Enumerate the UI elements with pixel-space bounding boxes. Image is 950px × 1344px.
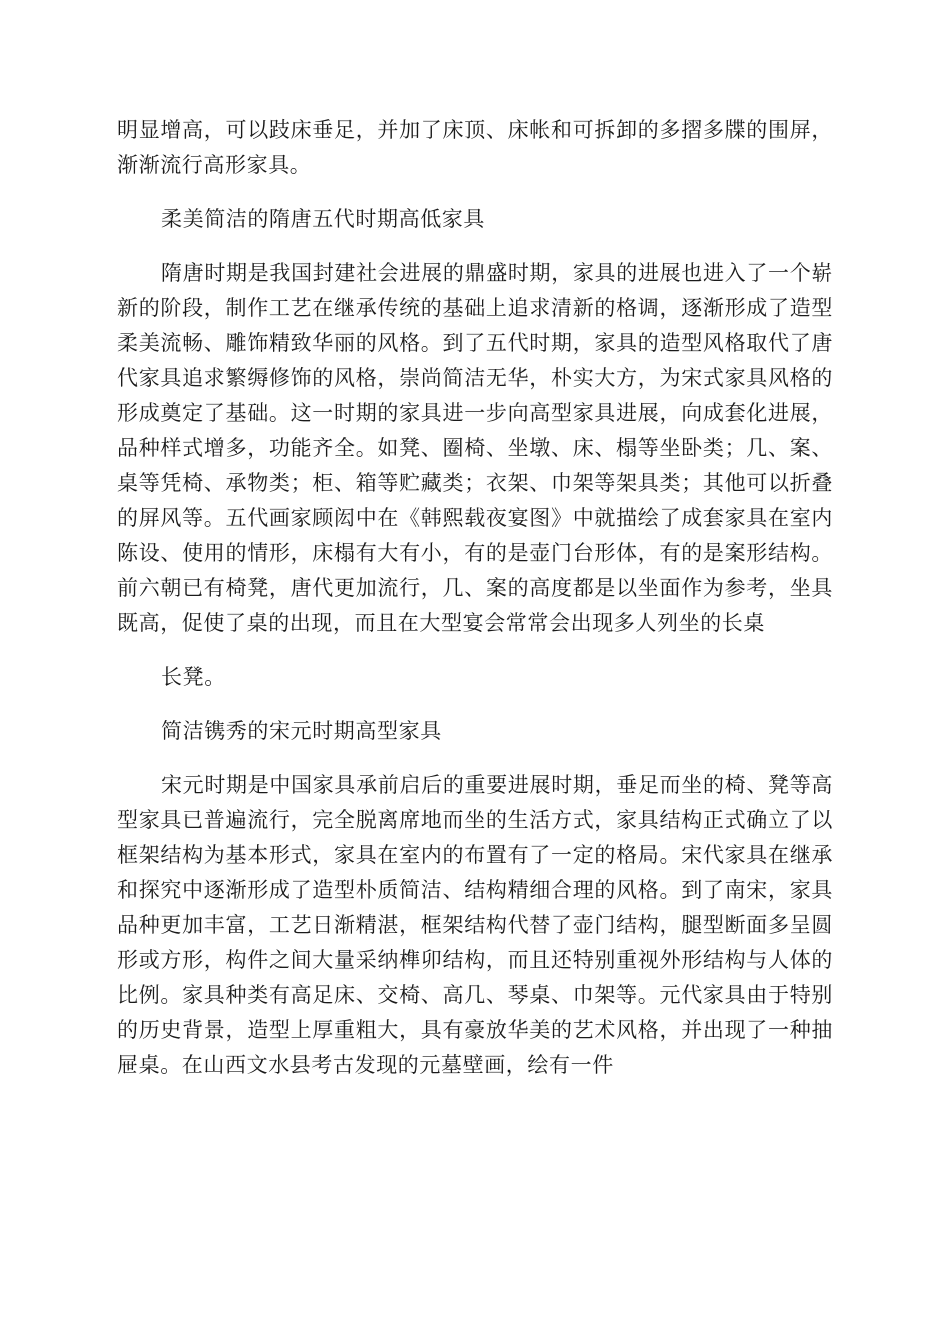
document-page [117,113,833,1083]
section-heading-song-yuan: 简洁镌秀的宋元时期高型家具 [161,719,442,743]
paragraph-sui-tang-wudai: 隋唐时期是我国封建社会进展的鼎盛时期，家具的进展也进入了一个崭新的阶段，制作工艺在继承传统的基础上追求清新的格调，逐渐形成了造型柔美流畅、雕饰精致华丽的风格。到了五代时期，家具的造型风格取代了唐代家具追求繁缛修饰的风格，崇尚简洁无华，朴实大方，为宋式家具风格的形成奠定了基础。这一时期的家具进一步向高型家具进展，向成套化进展，品种样式增多，功能齐全。如凳、圈椅、坐墩、床、榻等坐卧类；几、案、桌等凭椅、承物类；柜、箱等贮藏类；衣架、巾架等架具类；其他可以折叠的屏风等。五代画家顾闳中在《韩熙载夜宴图》中就描绘了成套家具在室内陈设、使用的情形，床榻有大有小，有的是壶门台形体，有的是案形结构。前六朝已有椅凳，唐代更加流行，几、案的高度都是以坐面作为参考，坐具既高，促使了桌的出现，而且在大型宴会常常会出现多人列坐的长桌 [117,261,833,635]
paragraph-song-yuan: 宋元时期是中国家具承前启后的重要进展时期，垂足而坐的椅、凳等高型家具已普遍流行，完全脱离席地而坐的生活方式，家具结构正式确立了以框架结构为基本形式，家具在室内的布置有了一定的格局。宋代家具在继承和探究中逐渐形成了造型朴质简洁、结构精细合理的风格。到了南宋，家具品种更加丰富，工艺日渐精湛，框架结构代替了壶门结构，腿型断面多呈圆形或方形，构件之间大量采纳榫卯结构，而且还特别重视外形结构与人体的比例。家具种类有高足床、交椅、高几、琴桌、巾架等。元代家具由于特别的历史背景，造型上厚重粗大，具有豪放华美的艺术风格，并出现了一种抽屉桌。在山西文水县考古发现的元墓壁画，绘有一件 [117,773,833,1077]
section-heading-sui-tang-wudai: 柔美简洁的隋唐五代时期高低家具 [161,207,485,231]
paragraph-long-bench: 长凳。 [161,665,226,689]
paragraph-furniture-height: 明显增高，可以跂床垂足，并加了床顶、床帐和可拆卸的多摺多牒的围屏，渐渐流行高形家具。 [117,118,833,177]
